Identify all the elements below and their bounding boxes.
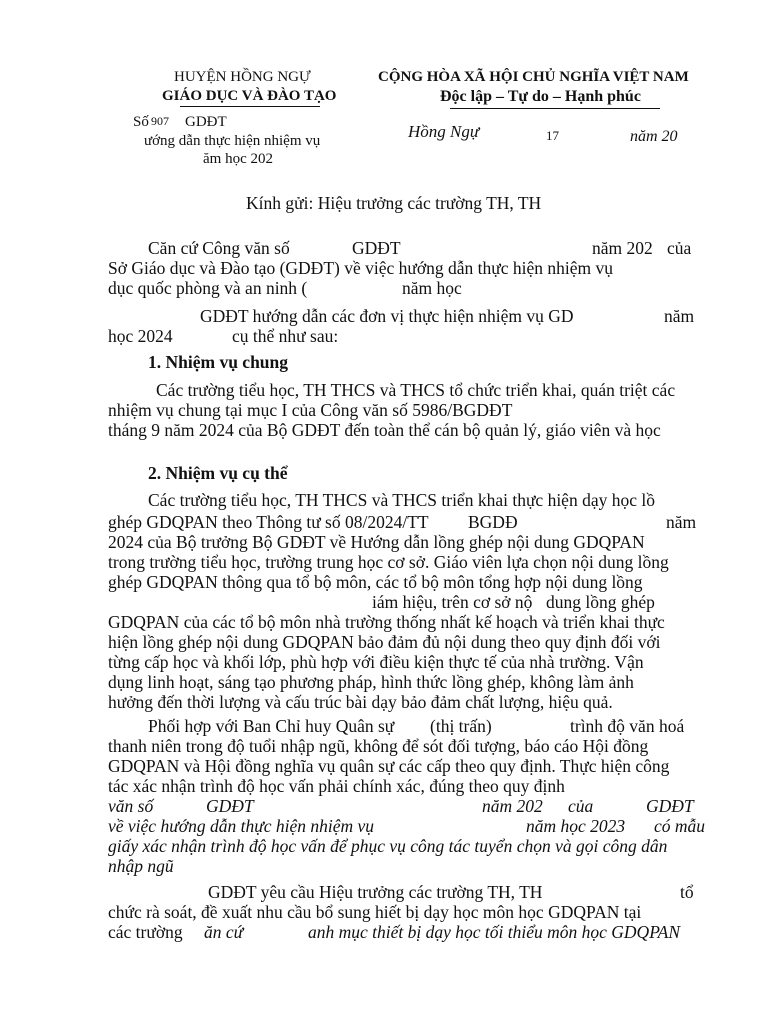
document-number: 907 <box>151 114 169 128</box>
section2-p2-text: của <box>568 796 594 816</box>
section2-heading: 2. Nhiệm vụ cụ thể <box>148 463 288 483</box>
department-underline <box>180 106 320 107</box>
section2-p3-text: GDĐT yêu cầu Hiệu trưởng các trường TH, TH <box>208 882 543 902</box>
section2-p1-text: năm <box>666 512 697 532</box>
section2-p1-text: 2024 của Bộ trưởng Bộ GDĐT về Hướng dẫn lồng ghép nội dung GDQPAN <box>108 532 645 552</box>
section2-p3-text: tổ <box>680 882 694 902</box>
section2-p2-text: nhập ngũ <box>108 856 174 876</box>
document-subject-line1: ướng dẫn thực hiện nhiệm vụ <box>144 133 321 149</box>
para1-text: năm học <box>402 278 462 298</box>
para1-text: dục quốc phòng và an ninh ( <box>108 278 308 298</box>
section2-p2-text: thanh niên trong độ tuổi nhập ngũ, không để sót đối tượng, báo cáo Hội đồng <box>108 736 649 756</box>
section1-text: tháng 9 năm 2024 của Bộ GDĐT đến toàn thể cán bộ quản lý, giáo viên và học <box>108 420 661 440</box>
section2-p1-text: GDQPAN của các tổ bộ môn nhà trường thống nhất kế hoạch và triển khai thực <box>108 612 665 632</box>
section2-p2-text: văn số <box>108 796 154 816</box>
recipient-line: Kính gửi: Hiệu trưởng các trường TH, TH <box>246 193 542 213</box>
para1-text: năm 202 <box>592 238 653 258</box>
motto-underline <box>450 108 660 109</box>
para2-text: cụ thể như sau: <box>232 326 339 346</box>
section2-p2-text: giấy xác nhận trình độ học vấn để phục vụ công tác tuyển chọn và gọi công dân <box>108 836 668 856</box>
section2-p1-text: hiện lồng ghép nội dung GDQPAN bảo đảm đủ nội dung theo quy định đối với <box>108 632 661 652</box>
section1-text: Các trường tiểu học, TH THCS và THCS tổ chức triển khai, quán triệt các <box>156 380 676 400</box>
section2-p1-text: dụng linh hoạt, sáng tạo phương pháp, hình thức lồng ghép, không làm ảnh <box>108 672 634 692</box>
section1-text: nhiệm vụ chung tại mục I của Công văn số 5986/BGDĐT <box>108 400 513 420</box>
document-number-prefix: Số <box>133 114 149 130</box>
section2-p2-text: (thị trấn) <box>430 716 492 736</box>
national-motto: Độc lập – Tự do – Hạnh phúc <box>440 88 641 105</box>
section2-p2-text: GDQPAN và Hội đồng nghĩa vụ quân sự các cấp theo quy định. Thực hiện công <box>108 756 670 776</box>
section2-p1-text: ghép GDQPAN thông qua tổ bộ môn, các tổ bộ môn tổng hợp nội dung lồng <box>108 572 643 592</box>
section2-p1-text: iám hiệu, trên cơ sở nộ <box>372 592 533 612</box>
section2-p3-text: anh mục thiết bị dạy học tối thiểu môn học GDQPAN <box>308 922 680 942</box>
section2-p1-text: từng cấp học và khối lớp, phù hợp với điều kiện thực tế của nhà trường. Vận <box>108 652 644 672</box>
section2-p2-text: tác xác nhận trình độ học vấn phải chính xác, đúng theo quy định <box>108 776 565 796</box>
para2-text: GDĐT hướng dẫn các đơn vị thực hiện nhiệm vụ GD <box>200 306 574 326</box>
section2-p2-text: Phối hợp với Ban Chỉ huy Quân sự <box>148 716 395 736</box>
para1-text: Căn cứ Công văn số <box>148 238 290 258</box>
section2-p2-text: năm 202 <box>482 796 543 816</box>
issue-place: Hồng Ngự <box>408 122 480 141</box>
para1-text: Sở Giáo dục và Đào tạo (GDĐT) về việc hướng dẫn thực hiện nhiệm vụ <box>108 258 613 278</box>
section2-p1-text: hưởng đến thời lượng và cấu trúc bài dạy bảo đảm chất lượng, hiệu quả. <box>108 692 613 712</box>
country-name: CỘNG HÒA XÃ HỘI CHỦ NGHĨA VIỆT NAM <box>378 69 689 85</box>
section1-heading: 1. Nhiệm vụ chung <box>148 352 289 372</box>
section2-p3-text: chức rà soát, đề xuất nhu cầu bổ sung hiết bị dạy học môn học GDQPAN tại <box>108 902 642 922</box>
section2-p2-text: có mẫu <box>654 816 706 836</box>
section2-p2-text: trình độ văn hoá <box>570 716 685 736</box>
section2-p2-text: về việc hướng dẫn thực hiện nhiệm vụ <box>108 816 375 836</box>
issue-year: năm 20 <box>630 128 678 145</box>
section2-p3-text: ăn cứ <box>204 922 244 942</box>
issuer-department: GIÁO DỤC VÀ ĐÀO TẠO <box>162 88 337 104</box>
section2-p1-text: Các trường tiểu học, TH THCS và THCS triển khai thực hiện dạy học lồ <box>148 490 655 510</box>
para2-text: học 2024 <box>108 326 173 346</box>
para1-text: của <box>667 238 692 258</box>
section2-p3-text: các trường <box>108 922 183 942</box>
issue-day: 17 <box>546 128 559 143</box>
section2-p1-text: BGDĐ <box>468 512 518 532</box>
issuer-district: HUYỆN HỒNG NGỰ <box>174 69 311 85</box>
para1-text: GDĐT <box>352 238 401 258</box>
para2-text: năm <box>664 306 695 326</box>
section2-p1-text: dung lồng ghép <box>546 592 655 612</box>
section2-p2-text: năm học 2023 <box>526 816 626 836</box>
section2-p1-text: trong trường tiểu học, trường trung học cơ sở. Giáo viên lựa chọn nội dung lồng <box>108 552 669 572</box>
section2-p2-text: GDĐT <box>646 796 694 816</box>
section2-p1-text: ghép GDQPAN theo Thông tư số 08/2024/TT <box>108 512 429 532</box>
document-subject-line2: ăm học 202 <box>203 151 273 167</box>
section2-p2-text: GDĐT <box>206 796 254 816</box>
document-number-suffix: GDĐT <box>185 114 227 130</box>
